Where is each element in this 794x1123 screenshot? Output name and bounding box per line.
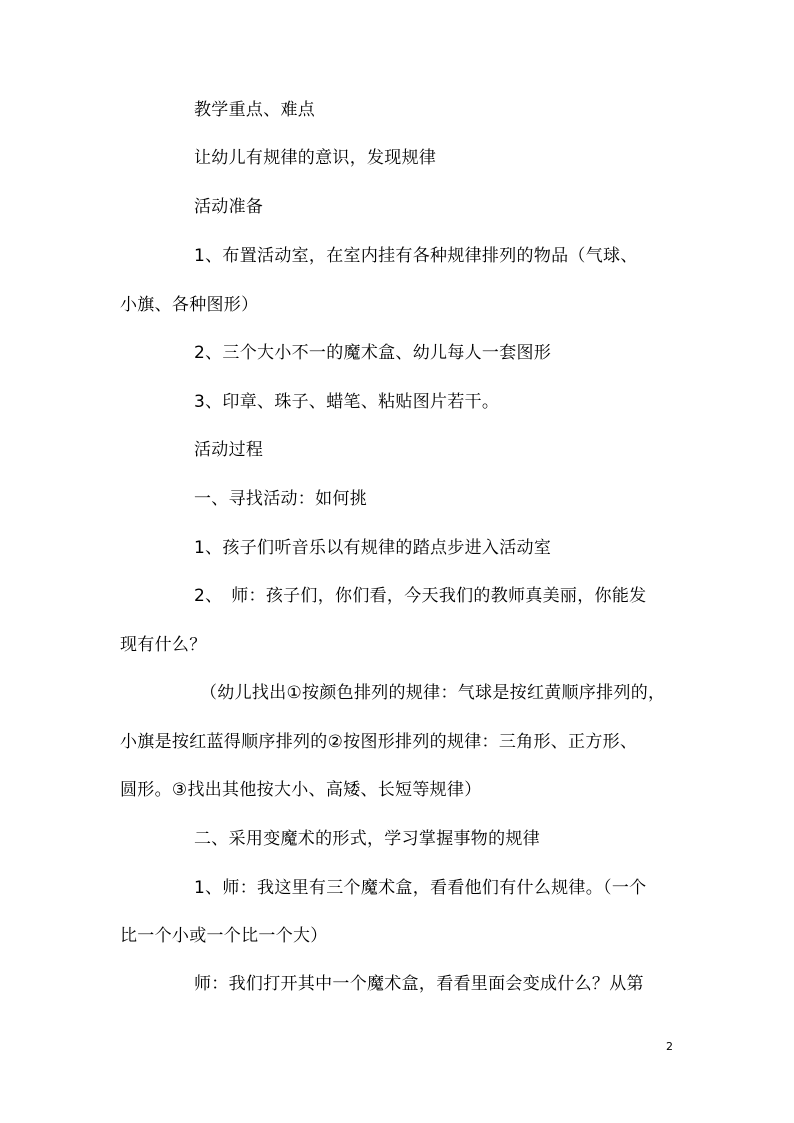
paragraph-line: 比一个小或一个比一个大） <box>120 926 328 946</box>
heading-preparation: 活动准备 <box>194 197 264 217</box>
heading-process: 活动过程 <box>194 440 264 460</box>
paragraph-line: 二、采用变魔术的形式，学习掌握事物的规律 <box>194 829 540 849</box>
page-number: 2 <box>666 1040 673 1053</box>
paragraph-line: 一、寻找活动：如何挑 <box>194 489 367 509</box>
paragraph-line: 2、三个大小不一的魔术盒、幼儿每人一套图形 <box>194 343 552 363</box>
paragraph-line: 1、孩子们听音乐以有规律的踏点步进入活动室 <box>194 538 552 558</box>
paragraph-line: 圆形。③找出其他按大小、高矮、长短等规律） <box>120 780 482 800</box>
paragraph-line: （幼儿找出①按颜色排列的规律：气球是按红黄顺序排列的， <box>200 683 666 703</box>
paragraph-line: 现有什么？ <box>120 635 207 655</box>
paragraph-line: 3、印章、珠子、蜡笔、粘贴图片若干。 <box>194 392 500 412</box>
paragraph-line: 1、布置活动室，在室内挂有各种规律排列的物品（气球、 <box>194 246 638 266</box>
paragraph-line: 1、师：我这里有三个魔术盒，看看他们有什么规律。（一个 <box>194 878 647 898</box>
paragraph-line: 小旗是按红蓝得顺序排列的②按图形排列的规律：三角形、正方形、 <box>120 732 638 752</box>
heading-key-points: 教学重点、难点 <box>194 100 316 120</box>
paragraph-line: 2、 师：孩子们，你们看，今天我们的教师真美丽，你能发 <box>194 586 647 606</box>
paragraph-line: 小旗、各种图形） <box>120 295 259 315</box>
paragraph-line: 师：我们打开其中一个魔术盒，看看里面会变成什么？从第 <box>194 974 644 994</box>
paragraph-line: 让幼儿有规律的意识，发现规律 <box>194 148 437 168</box>
